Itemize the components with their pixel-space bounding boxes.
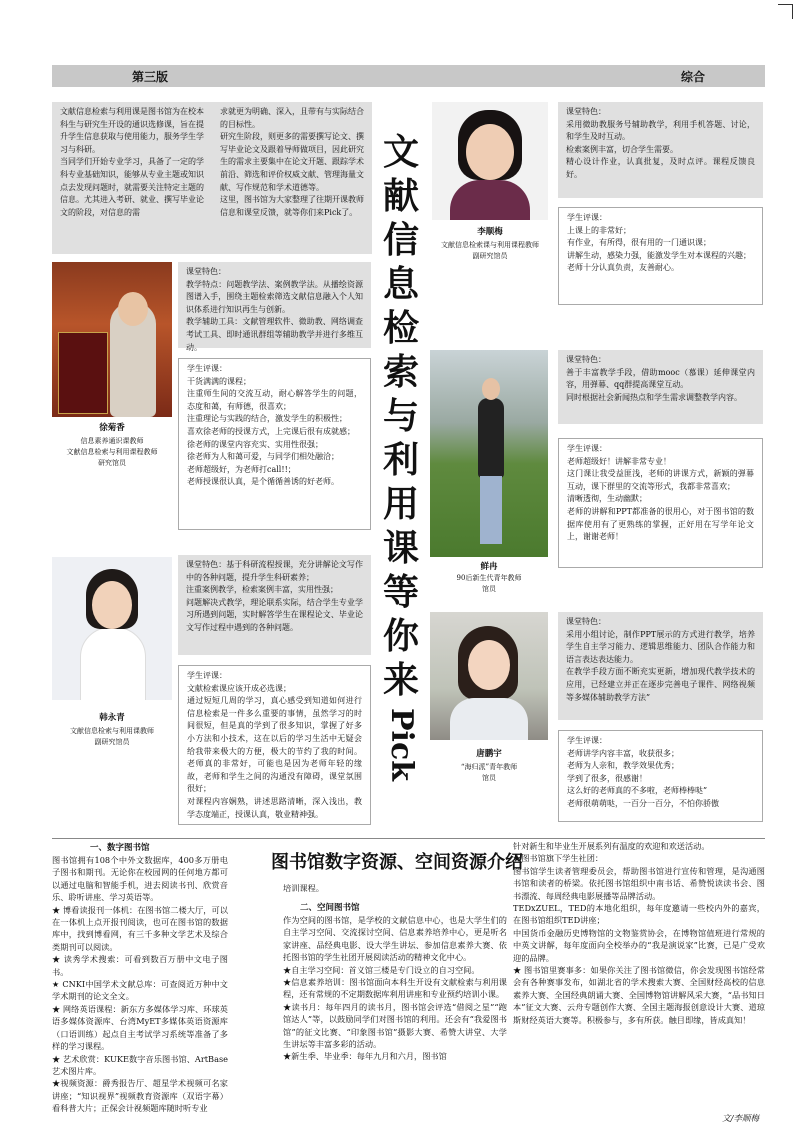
bottom-col1: 图书馆拥有108个中外文数据库，400多万册电子图书和期刊。无论你在校园网的任何地方都可以通过电脑和智能手机，进去阅读书刊、欣赏音乐、聆听讲座、学习英语等。 ★ 博看读报刊一体机：在图书馆二楼大厅，可以在一体机上点开报刊阅读，也可在图书馆的数据库中，找到博看网，有三千多种文学艺术及综合类期刊可以阅读。 ★ 读秀学术搜索：可看到数百万册中文电子图书。 ★ CNKI中国学术文献总库：可查阅近万种中文学术期刊的论文全文。 ★ 网络英语课程：新东方多媒体学习库、环球英语多媒体资源库、台湾MyET多媒体英语资源库（口语训练）起点自主考试学习系统等准备了多样的学习课程。 ★ 艺术欣赏：KUKE数字音乐图书馆、ArtBase艺术图片库。 ★视频资源：爵秀报告厅、超星学术视频可名家讲座；“知识视界”视频教育资源库（双语字幕）看科普大片；正保会计视频题库随时听专业 <box>52 855 228 1114</box>
intro-col-2: 求就更为明确、深入，且带有与实际结合的目标性。 研究生阶段，则更多的需要撰写论文、撰写毕业论文及跟着导师做项目，因此研究生的需求主要集中在论文开题、跟踪学术前沿、筛选和评价权威文献、管理海量文献、写作规范和学术道德等。 这里，图书馆为大家整理了往期开课教师信息和课堂反馈，就等你们来Pick了。 <box>212 102 372 254</box>
person-shape <box>478 398 504 478</box>
feature-box-tang: 课堂特色： 采用小组讨论，制作PPT展示的方式进行教学，培养学生自主学习能力、逻辑思维能力、团队合作能力和语言表达表达能力。 在教学手段方面不断充实更新，增加现代教学技术的应用，已经建立并正在逐步完善电子课件、网络视频等多媒体辅助教学方法” <box>558 612 763 720</box>
vertical-title <box>378 130 424 782</box>
teacher-caption-tang: “海归派”青年教师 馆员 <box>460 763 518 782</box>
teacher-photo-xian <box>430 350 548 557</box>
teacher-name-li: 李顺梅 <box>477 227 503 237</box>
title-char: 索 <box>382 351 419 393</box>
review-box-li: 学生评课： 上课上的非常好； 有作业，有所得，很有用的一门通识课； 讲解生动，感染力强，能激发学生对本课程的兴趣； 老师十分认真负责，友善耐心。 <box>558 207 763 305</box>
title-char: 检 <box>382 307 419 349</box>
title-char: 来 <box>382 659 419 701</box>
title-char: 用 <box>382 483 419 525</box>
review-box-xu: 学生评课： 干货满满的课程； 注重师生间的交流互动，耐心解答学生的问题，态度和蔼，有师德，很喜欢； 注重理论与实践的结合，激发学生的积极性； 喜欢徐老师的授课方式，上完课后很有成就感； 徐老师的课堂内容充实、实用性很强； 徐老师为人和蔼可爱，与同学们相处融洽； 老师超级好，为老师打call!!； 老师授课很认真，是个循循善诱的好老师。 <box>178 358 371 530</box>
bottom-section-rule <box>52 838 765 839</box>
feature-box-xu: 课堂特色： 教学特点：问题教学法、案例教学法。从播绘资源图谱入手，围绕主题检索筛选文献信息融入个人知识体系进行知识再生与创新。 教学辅助工具：文献管理软件、微助教、网络调查考试工具、即时通讯群组等辅助教学并进行多维互动。 <box>178 262 371 348</box>
title-char: 与 <box>382 395 419 437</box>
title-char: 信 <box>382 219 419 261</box>
teacher-name-han: 韩永青 <box>99 713 125 723</box>
bottom-title: 图书馆数字资源、空间资源介绍 <box>271 852 523 873</box>
body-shape <box>450 180 530 220</box>
bottom-col1-heading: 一、数字图书馆 <box>90 843 150 853</box>
teacher-photo-tang <box>430 612 548 740</box>
title-char: 课 <box>382 527 419 569</box>
section-label: 综合 <box>680 70 705 84</box>
bottom-col2-top: 培训课程。 <box>283 883 324 893</box>
page-header <box>52 65 765 87</box>
feature-box-li: 课堂特色： 采用微助教服务号辅助教学，利用手机答题、讨论，和学生及时互动。 检索案例丰富，切合学生需要。 精心设计作业，认真批复，及时点评。课程反馈良好。 <box>558 102 763 198</box>
crop-mark-top-right <box>778 4 793 19</box>
teacher-photo-li <box>432 102 548 220</box>
feature-box-xian: 课堂特色： 善于丰富教学手段，借助mooc（慕课）延伸课堂内容，用弹幕、qq群提高课堂互动。 同时根据社会新闻热点和学生需求调整教学内容。 <box>558 350 763 424</box>
title-char: 你 <box>382 615 419 657</box>
face-shape <box>92 581 132 629</box>
title-char: 献 <box>382 175 419 217</box>
intro-col-1: 文献信息检索与利用课是图书馆为在校本科生与研究生开设的通识选修课，旨在提升学生信息获取与使用能力，服务学生学习与科研。 当同学们开始专业学习，具备了一定的学科专业基础知识，能够从专业主题或知识点去发现问题时，就需要关注特定主题的信息。尤其进入考研、就业、撰写毕业论文的阶段，对信息的需 <box>52 102 212 254</box>
teacher-photo-han <box>52 557 172 700</box>
teacher-name-xian: 鲜冉 <box>480 562 498 572</box>
teacher-caption-li: 文献信息检索课与利用课程教师 副研究馆员 <box>441 241 539 260</box>
title-char: 文 <box>382 131 419 173</box>
face-shape <box>468 640 510 690</box>
bottom-author: 文/李顺梅 <box>722 1114 759 1124</box>
teacher-photo-xu <box>52 262 172 417</box>
edition-label: 第三版 <box>132 70 169 84</box>
teacher-caption-han: 文献信息检索与利用课教师 副研究馆员 <box>70 727 154 746</box>
title-char: 利 <box>382 439 419 481</box>
title-char: 等 <box>382 571 419 613</box>
head-shape <box>482 378 500 400</box>
person-shape <box>80 627 146 700</box>
book-shape <box>58 332 108 414</box>
title-char: 息 <box>382 263 419 305</box>
bottom-col2-heading: 二、空间图书馆 <box>300 903 360 913</box>
bottom-col3: 针对新生和毕业生开展系列有温度的欢迎和欢送活动。 ★图书馆旗下学生社团： 图书馆学生读者管理委员会，帮助图书馆进行宣传和管理，是沟通图书馆和读者的桥梁。依托图书馆组织中南书话、希赞悦读读书会、图书漂流、每周经典电影展播等品牌活动。 TEDxZUEL，TED的本地化组织，每年度邀请一些校内外的嘉宾，在图书馆组织TED讲座； 中国货币金融历史博物馆的文物鉴赏协会，在博物馆值班进行常规的中英文讲解，每年度面向全校举办的“我是演说家”比赛，已是广受欢迎的品牌。 ★ 图书馆里赛事多：如果你关注了图书馆微信，你会发现图书馆经常会有各种赛事发布，如湖北省的学术搜索大赛、全国财经高校的信息素养大赛、全国经典朗诵大赛、全国博物馆讲解风采大赛，“品书知日本”征文大赛、云舟专题创作大赛、全国主题海报创意设计大赛、道琼斯财经英语大赛等。积极参与，多有所获。触目即缘，皆成真知！ <box>513 841 765 1025</box>
head-shape <box>118 292 148 326</box>
review-box-xian: 学生评课： 老师超级好！讲解非常专业！ 这门课让我受益匪浅，老师的讲课方式，新颖的弹幕互动，课下群里的交流等形式，我都非常喜欢； 清晰透彻，生动幽默； 老师的讲解和PPT都准备的很用心，对于图书馆的数据库使用有了更熟练的掌握，正好用在写学年论文上，谢谢老师！ <box>558 438 763 568</box>
legs-shape <box>480 476 502 544</box>
face-shape <box>466 124 514 180</box>
review-box-tang: 学生评课： 老师讲学内容丰富，收获很多； 老师为人亲和，教学效果优秀； 学到了很多，很感谢！ 这么好的老师真的不多啦，老师棒棒哒” 老师很萌萌哒，一百分一百分，不怕你骄傲 <box>558 730 763 822</box>
teacher-caption-xu: 信息素养通识课教师 文献信息检索与利用课程教师 研究馆员 <box>66 437 158 467</box>
body-shape <box>450 698 528 740</box>
teacher-caption-xian: 90后新生代青年教师 馆员 <box>456 574 522 593</box>
review-box-han: 学生评课： 文献检索课应该开成必选课； 通过短短几周的学习，真心感受到知道如何进行信息检索是一件多么重要的事情，虽然学习的时间很短，但是真的学到了很多知识，掌握了好多小方法和小技术，这在以后的学习生活中无疑会给我带来极大的方便，极大的节约了我的时间。老师真的非常好，可能也是因为老师年轻的缘故，老师和学生之间的沟通没有障碍，课堂氛围很好； 对课程内容娴熟，讲述思路清晰，深入浅出，教学态度端正，授课认真，敬业精神强。 <box>178 665 371 825</box>
teacher-name-tang: 唐鹏宇 <box>476 749 502 759</box>
feature-box-han: 课堂特色：基于科研流程授课，充分讲解论文写作中的各种问题，提升学生科研素养； 注重案例教学，检索案例丰富，实用性强； 问题解决式教学，理论联系实际，结合学生专业学习所遇到问题，实时解答学生在课程论文、毕业论文写作过程中遇到的各种问题。 <box>178 555 371 655</box>
title-pick: Pick <box>384 708 419 782</box>
bottom-col2: 作为空间的图书馆，是学校的文献信息中心，也是大学生们的自主学习空间、交流探讨空间、信息素养培养中心，更是听名家讲座、品经典电影、设大学生讲坛、参加信息素养大赛、依托图书馆的学生社团开展阅读活动的精神文化中心。 ★自主学习空间：首义馆三楼是专门设立的自习空间。 ★信息素养培训：图书馆面向本科生开设有文献检索与利用课程，还有常规的不定期数据库利用讲座和专业预约培训小课。 ★读书月：每年四月的读书月，图书馆会评选“借阅之星”“跑馆达人”等，以鼓励同学们对图书馆的利用。还会有“我爱图书馆”的征文比赛、“印象图书馆”摄影大赛、希赞大讲堂、大学生讲坛等丰富多彩的活动。 ★新生季、毕业季：每年九月和六月，图书馆 <box>283 915 507 1062</box>
teacher-name-xu: 徐菊香 <box>99 423 125 433</box>
